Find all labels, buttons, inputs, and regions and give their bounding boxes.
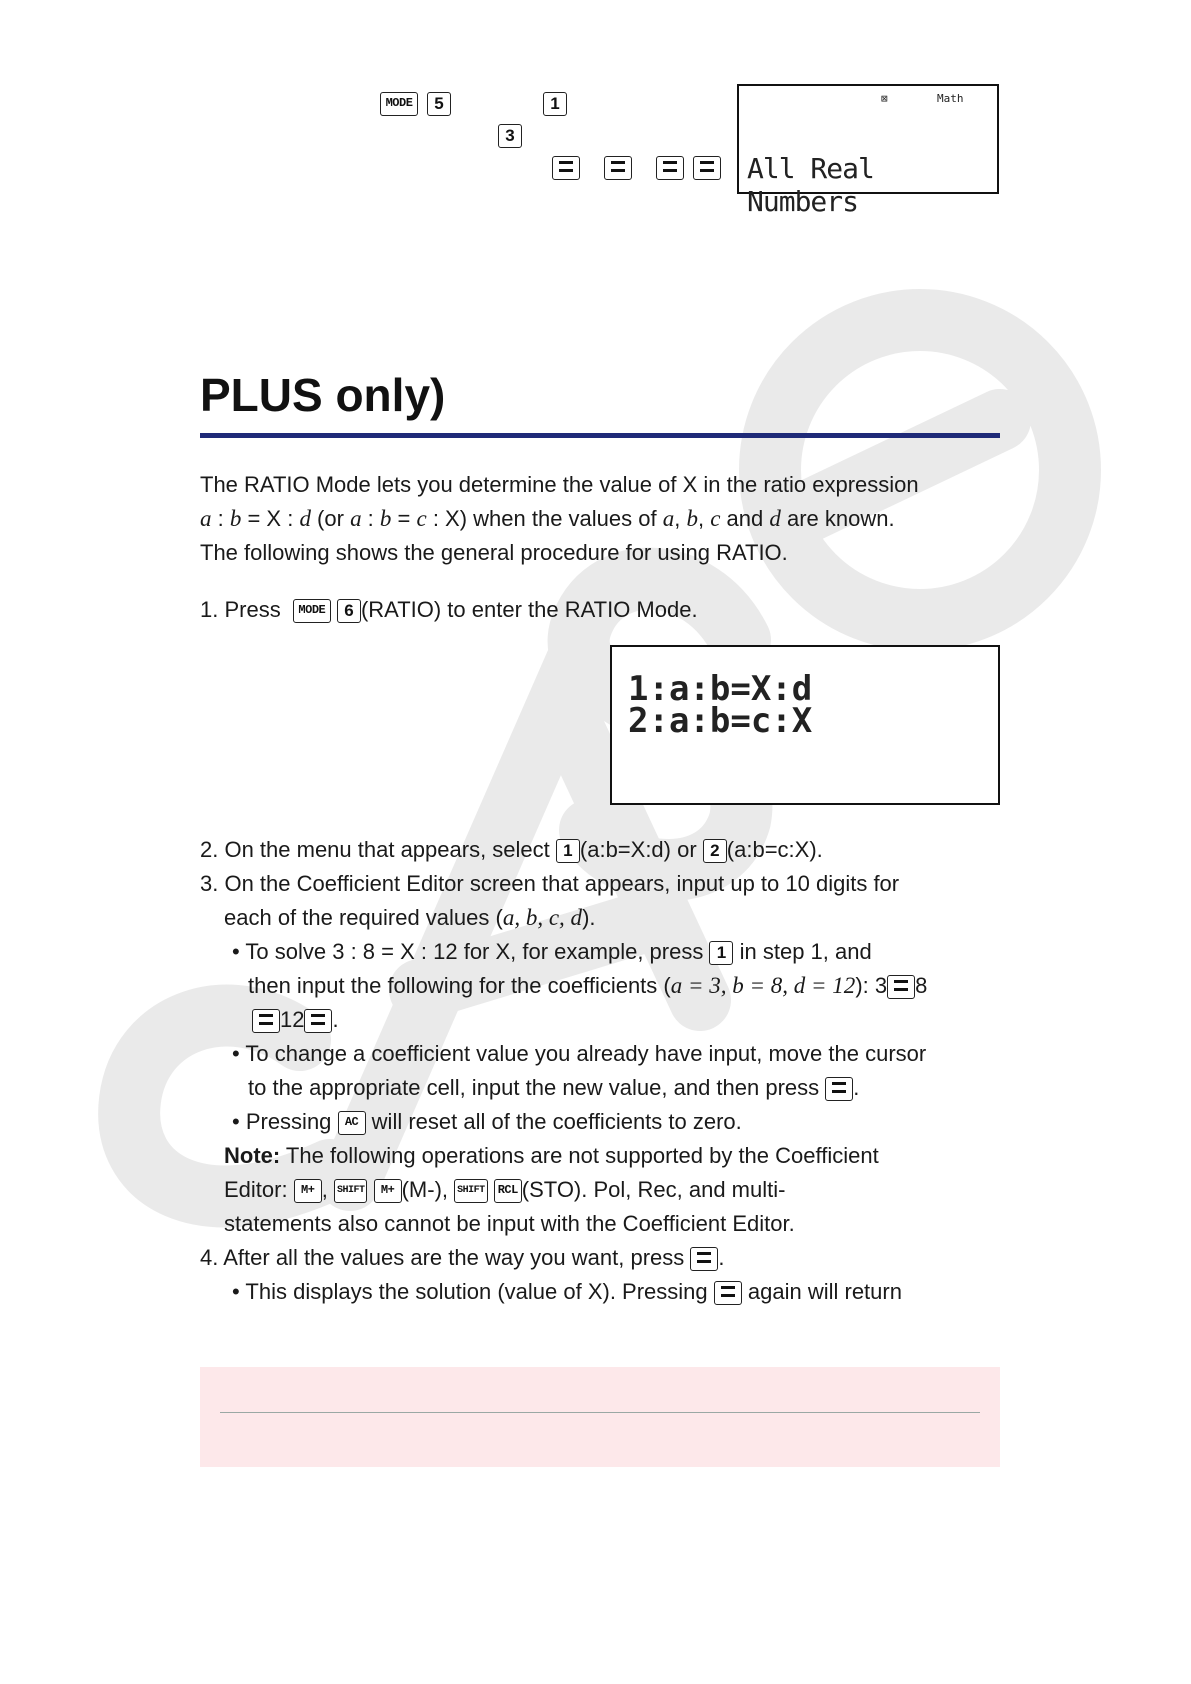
menu-option-2[interactable]: 2:a:b=c:X bbox=[628, 701, 813, 741]
equals-key[interactable] bbox=[552, 156, 580, 180]
menu-calculator-display bbox=[610, 645, 1000, 805]
note-box-divider bbox=[220, 1412, 980, 1413]
step-2: 2. On the menu that appears, select 1 (a:b=X:d) or 2 (a:b=c:X). bbox=[200, 837, 823, 862]
equals-icon bbox=[894, 980, 908, 991]
key-1[interactable]: 1 bbox=[543, 92, 567, 116]
bullet-1-line-1: • To solve 3 : 8 = X : 12 for X, for example, press 1 in step 1, and bbox=[232, 939, 872, 964]
equals-icon bbox=[259, 1014, 273, 1025]
intro-line-1: The RATIO Mode lets you determine the value of X in the ratio expression bbox=[200, 472, 919, 497]
display-math-indicator: Math bbox=[937, 92, 964, 105]
equals-icon bbox=[663, 161, 677, 172]
equals-key[interactable] bbox=[887, 975, 915, 999]
bullet-1-line-2: then input the following for the coefficients (a = 3, b = 8, d = 12): 3 8 bbox=[248, 973, 928, 998]
step-3-line-2: each of the required values (a, b, c, d). bbox=[224, 905, 596, 930]
shift-key[interactable]: SHIFT bbox=[454, 1179, 488, 1203]
bullet-4: • This displays the solution (value of X). Pressing again will return bbox=[232, 1279, 902, 1304]
equals-key[interactable] bbox=[604, 156, 632, 180]
bullet-3: • Pressing AC will reset all of the coefficients to zero. bbox=[232, 1109, 742, 1134]
equals-icon bbox=[832, 1082, 846, 1093]
key-5[interactable]: 5 bbox=[427, 92, 451, 116]
equals-key[interactable] bbox=[693, 156, 721, 180]
bullet-2-line-2: to the appropriate cell, input the new value, and then press . bbox=[248, 1075, 860, 1100]
note-line-1: Note: The following operations are not supported by the Coefficient bbox=[224, 1143, 879, 1168]
equals-icon bbox=[559, 161, 573, 172]
equals-icon bbox=[611, 161, 625, 172]
ac-key[interactable]: AC bbox=[338, 1111, 366, 1135]
shift-key[interactable]: SHIFT bbox=[334, 1179, 368, 1203]
note-line-3: statements also cannot be input with the Coefficient Editor. bbox=[224, 1211, 795, 1236]
procedure-steps bbox=[200, 833, 1010, 1309]
step-1: 1. Press MODE 6 (RATIO) to enter the RATIO Mode. bbox=[200, 597, 698, 622]
rcl-key[interactable]: RCL bbox=[494, 1179, 522, 1203]
display-indicator-icon: ⊠ bbox=[881, 92, 888, 105]
menu-option-1[interactable]: 1:a:b=X:d bbox=[628, 669, 813, 709]
equals-icon bbox=[721, 1286, 735, 1297]
display-result-text: All Real Numbers bbox=[747, 152, 874, 218]
bullet-2-line-1: • To change a coefficient value you already have input, move the cursor bbox=[232, 1041, 927, 1066]
intro-paragraph bbox=[200, 468, 1000, 570]
bullet-1-line-3: 12 . bbox=[200, 1003, 1010, 1037]
m-plus-key[interactable]: M+ bbox=[374, 1179, 402, 1203]
m-plus-key[interactable]: M+ bbox=[294, 1179, 322, 1203]
equals-key[interactable] bbox=[714, 1281, 742, 1305]
heading-rule bbox=[200, 433, 1000, 438]
intro-line-2: a : b = X : d (or a : b = c : X) when the values of a, b, c and d are known. bbox=[200, 506, 895, 531]
equals-icon bbox=[697, 1252, 711, 1263]
key-1[interactable]: 1 bbox=[709, 941, 733, 965]
mode-key[interactable]: MODE bbox=[380, 92, 418, 116]
note-box bbox=[200, 1367, 1000, 1467]
equals-key[interactable] bbox=[656, 156, 684, 180]
note-line-2: Editor: M+ , SHIFT M+ (M-), SHIFT RCL (STO). Pol, Rec, and multi- bbox=[224, 1177, 786, 1202]
equals-key[interactable] bbox=[252, 1009, 280, 1033]
equals-key[interactable] bbox=[690, 1247, 718, 1271]
step-3-line-1: 3. On the Coefficient Editor screen that appears, input up to 10 digits for bbox=[200, 871, 900, 896]
key-3[interactable]: 3 bbox=[498, 124, 522, 148]
equals-key[interactable] bbox=[825, 1077, 853, 1101]
step-4: 4. After all the values are the way you want, press . bbox=[200, 1245, 725, 1270]
key-1[interactable]: 1 bbox=[556, 839, 580, 863]
key-2[interactable]: 2 bbox=[703, 839, 727, 863]
equals-icon bbox=[311, 1014, 325, 1025]
equals-key[interactable] bbox=[304, 1009, 332, 1033]
equals-icon bbox=[700, 161, 714, 172]
key-6[interactable]: 6 bbox=[337, 599, 361, 623]
section-heading: PLUS only) bbox=[200, 369, 446, 421]
top-calculator-display bbox=[737, 84, 999, 218]
intro-line-3: The following shows the general procedure for using RATIO. bbox=[200, 540, 788, 565]
mode-key[interactable]: MODE bbox=[293, 599, 331, 623]
